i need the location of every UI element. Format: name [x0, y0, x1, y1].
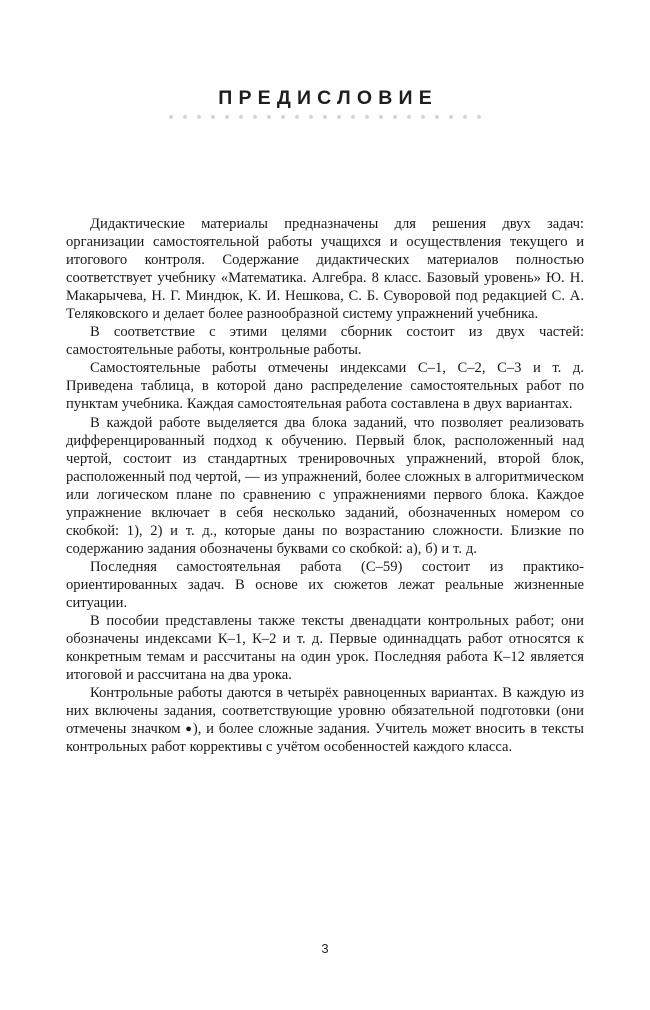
paragraph-7-part-a: Контрольные работы даются в четырёх равноценных вариантах. В каждую из них включены задания, соответствующие уровню обязательной подготовки (они отмечены значком [66, 685, 584, 738]
decorative-dot [435, 115, 439, 119]
decorative-dot [323, 115, 327, 119]
decorative-dot [295, 115, 299, 119]
decorative-dot [197, 115, 201, 119]
paragraph-6: В пособии представлены также тексты двенадцати контрольных работ; они обозначены индексами К–1, К–2 и т. д. Первые одиннадцать работ относятся к конкретным темам и рассчитаны на один урок. Последняя работа К–12 является итоговой и рассчитана на два урока. [66, 613, 584, 684]
paragraph-7 [66, 684, 584, 756]
filled-circle-icon: ● [185, 723, 193, 736]
paragraph-7-part-b: ), и более сложные задания. Учитель может вносить в тексты контрольных работ коррективы с учётом особенностей каждого класса. [66, 721, 584, 756]
decorative-dot [407, 115, 411, 119]
decorative-dot [477, 115, 481, 119]
paragraph-5: Последняя самостоятельная работа (С–59) состоит из практико-ориентированных задач. В основе их сюжетов лежат реальные жизненные ситуации. [66, 558, 584, 611]
decorative-dot [253, 115, 257, 119]
decorative-dot [239, 115, 243, 119]
decorative-dot-rule [0, 112, 650, 122]
decorative-dot [351, 115, 355, 119]
decorative-dot [169, 115, 173, 119]
paragraph-4: В каждой работе выделяется два блока заданий, что позволяет реализовать дифференцированный подход к обучению. Первый блок, расположенный над чертой, состоит из стандартных тренировочных упражнений, второй блок, расположенный под чертой, — из упражнений, более сложных в алгоритмическом или логическом плане по сравнению с упражнениями первого блока. Каждое упражнение включает в себя несколько заданий, обозначенных номером со скобкой: 1), 2) и т. д., которые даны по возрастанию сложности. Близкие по содержанию задания обозначены буквами со скобкой: а), б) и т. д. [66, 414, 584, 557]
decorative-dot [393, 115, 397, 119]
body-text-column [66, 215, 584, 756]
page-number: 3 [321, 941, 329, 956]
paragraph-2: В соответствие с этими целями сборник состоит из двух частей: самостоятельные работы, контрольные работы. [66, 324, 584, 359]
page-title: ПРЕДИСЛОВИЕ [218, 87, 438, 110]
paragraph-3: Самостоятельные работы отмечены индексами С–1, С–2, С–3 и т. д. Приведена таблица, в которой дано распределение самостоятельных работ по пунктам учебника. Каждая самостоятельная работа составлена в двух вариантах. [66, 360, 584, 413]
decorative-dot [281, 115, 285, 119]
decorative-dot [267, 115, 271, 119]
decorative-dot [309, 115, 313, 119]
decorative-dot [211, 115, 215, 119]
decorative-dot [463, 115, 467, 119]
decorative-dot [225, 115, 229, 119]
decorative-dot [183, 115, 187, 119]
paragraph-1: Дидактические материалы предназначены для решения двух задач: организации самостоятельной работы учащихся и осуществления текущего и итогового контроля. Содержание дидактических материалов полностью соответствует учебнику «Математика. Алгебра. 8 класс. Базовый уровень» Ю. Н. Макарычева, Н. Г. Миндюк, К. И. Нешкова, С. Б. Суворовой под редакцией С. А. Теляковского и делает более разнообразной систему упражнений учебника. [66, 216, 584, 323]
decorative-dot [421, 115, 425, 119]
decorative-dot [449, 115, 453, 119]
decorative-dot [337, 115, 341, 119]
decorative-dot [365, 115, 369, 119]
decorative-dot [379, 115, 383, 119]
